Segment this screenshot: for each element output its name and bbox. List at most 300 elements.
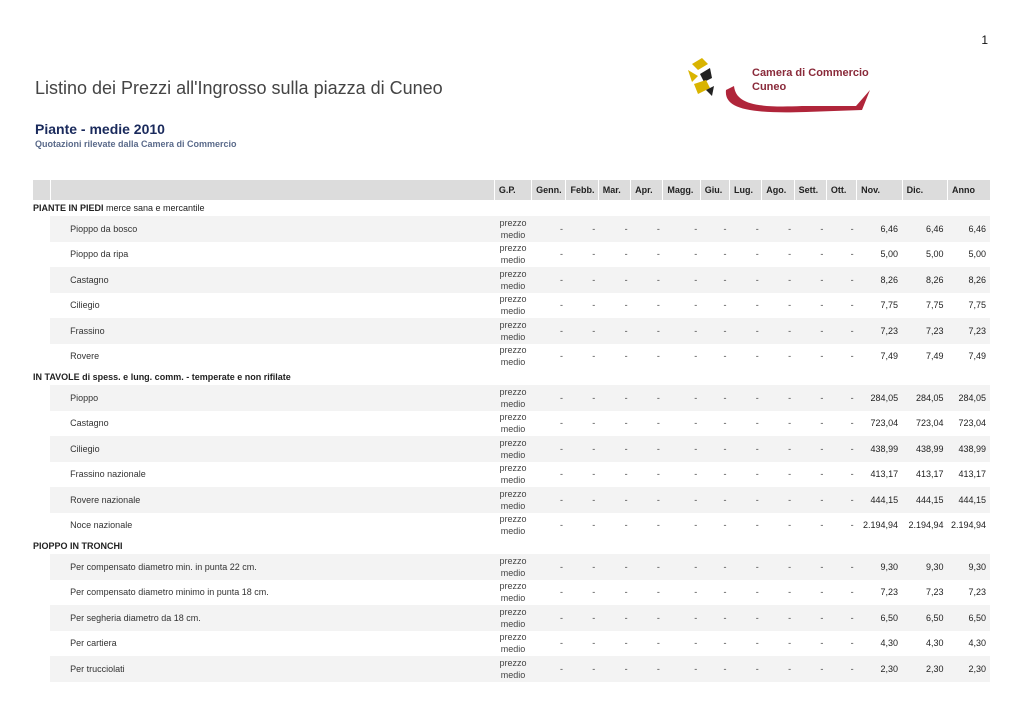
month-value: - xyxy=(631,656,663,682)
month-value: - xyxy=(694,638,698,649)
month-value: - xyxy=(559,249,563,260)
value-dic: 7,23 xyxy=(902,318,947,344)
unit-line1: prezzo xyxy=(499,463,527,474)
unit-line1: prezzo xyxy=(499,437,527,448)
header-dic: Dic. xyxy=(902,180,947,200)
section-note: merce sana e mercantile xyxy=(103,203,205,213)
month-value: - xyxy=(794,318,826,344)
month-value: - xyxy=(700,605,729,631)
unit-line1: prezzo xyxy=(499,488,527,499)
month-value: - xyxy=(729,267,761,293)
month-value: - xyxy=(566,436,598,462)
header-gp: G.P. xyxy=(494,180,531,200)
month-value: - xyxy=(826,318,856,344)
section-title-text: PIANTE IN PIEDI xyxy=(33,203,104,213)
month-value: - xyxy=(532,267,566,293)
section-header-row xyxy=(33,200,990,216)
month-value: - xyxy=(755,249,759,260)
month-value: - xyxy=(694,469,698,480)
value-anno: 7,49 xyxy=(968,351,986,362)
unit-line1: prezzo xyxy=(499,412,527,423)
row-indent xyxy=(33,513,50,539)
month-value: - xyxy=(624,351,628,362)
month-value: - xyxy=(598,487,630,513)
month-value: - xyxy=(826,216,856,242)
page-number: 1 xyxy=(981,33,988,47)
month-value: - xyxy=(755,638,759,649)
month-value: - xyxy=(762,216,794,242)
month-value: - xyxy=(624,638,628,649)
value-dic: 284,05 xyxy=(902,385,947,411)
table-row xyxy=(33,631,990,657)
value-dic: 8,26 xyxy=(902,267,947,293)
table-row xyxy=(33,487,990,513)
month-value: - xyxy=(826,385,856,411)
row-indent xyxy=(33,487,50,513)
month-value: - xyxy=(694,418,698,429)
value-nov: 413,17 xyxy=(870,469,899,480)
table-body xyxy=(33,200,990,682)
value-anno: 7,23 xyxy=(968,587,986,598)
month-value: - xyxy=(566,267,598,293)
month-value: - xyxy=(794,267,826,293)
header-ott: Ott. xyxy=(826,180,856,200)
item-name: Pioppo da ripa xyxy=(70,249,129,260)
table-header-row xyxy=(33,180,990,200)
unit-line1: prezzo xyxy=(499,243,527,254)
header-giu: Giu. xyxy=(700,180,729,200)
row-indent xyxy=(33,344,50,370)
unit-cell xyxy=(494,487,531,513)
month-value: - xyxy=(788,520,792,531)
value-nov: 9,30 xyxy=(857,554,902,580)
month-value: - xyxy=(723,300,727,311)
month-value: - xyxy=(656,587,660,598)
month-value: - xyxy=(592,587,596,598)
month-value: - xyxy=(631,605,663,631)
unit-line1: prezzo xyxy=(499,657,527,668)
month-value: - xyxy=(656,249,660,260)
value-nov: 4,30 xyxy=(880,638,899,649)
price-table xyxy=(33,180,990,682)
month-value: - xyxy=(559,638,563,649)
month-value: - xyxy=(794,605,826,631)
value-anno: 2,30 xyxy=(948,656,991,682)
month-value: - xyxy=(566,216,598,242)
section-title xyxy=(33,538,990,554)
value-dic: 2.194,94 xyxy=(908,520,944,531)
page-caption: Quotazioni rilevate dalla Camera di Commercio xyxy=(35,139,237,149)
header-blank-2 xyxy=(50,180,494,200)
month-value: - xyxy=(624,520,628,531)
month-value: - xyxy=(826,656,856,682)
value-anno: 8,26 xyxy=(948,267,991,293)
month-value: - xyxy=(826,487,856,513)
value-nov: 5,00 xyxy=(880,249,899,260)
unit-line2: medio xyxy=(500,280,526,291)
row-indent xyxy=(33,436,50,462)
month-value: - xyxy=(755,351,759,362)
month-value: - xyxy=(532,436,566,462)
unit-line2: medio xyxy=(500,306,526,317)
value-dic: 9,30 xyxy=(902,554,947,580)
unit-line2: medio xyxy=(500,618,526,629)
month-value: - xyxy=(532,385,566,411)
month-value: - xyxy=(723,418,727,429)
value-anno: 7,23 xyxy=(948,318,991,344)
item-name: Pioppo da bosco xyxy=(50,216,494,242)
month-value: - xyxy=(729,487,761,513)
value-dic: 2,30 xyxy=(902,656,947,682)
unit-cell xyxy=(494,242,531,268)
header-nov: Nov. xyxy=(857,180,902,200)
unit-line2: medio xyxy=(500,593,526,604)
row-indent xyxy=(33,411,50,437)
unit-line2: medio xyxy=(500,644,526,655)
item-name: Noce nazionale xyxy=(70,520,133,531)
month-value: - xyxy=(532,487,566,513)
value-anno: 9,30 xyxy=(948,554,991,580)
row-indent xyxy=(33,580,50,606)
month-value: - xyxy=(631,436,663,462)
unit-line2: medio xyxy=(500,475,526,486)
table-row xyxy=(33,411,990,437)
month-value: - xyxy=(624,469,628,480)
month-value: - xyxy=(762,385,794,411)
table-row xyxy=(33,605,990,631)
item-name: Pioppo xyxy=(50,385,494,411)
month-value: - xyxy=(559,418,563,429)
month-value: - xyxy=(788,587,792,598)
value-anno: 444,15 xyxy=(948,487,991,513)
month-value: - xyxy=(598,318,630,344)
month-value: - xyxy=(663,216,700,242)
unit-line2: medio xyxy=(500,255,526,266)
value-nov: 7,49 xyxy=(880,351,899,362)
unit-line2: medio xyxy=(500,526,526,537)
logo-line1: Camera di Commercio xyxy=(752,67,869,79)
month-value: - xyxy=(592,520,596,531)
item-name: Frassino nazionale xyxy=(70,469,146,480)
month-value: - xyxy=(723,351,727,362)
month-value: - xyxy=(729,656,761,682)
value-anno: 7,75 xyxy=(968,300,986,311)
unit-line1: prezzo xyxy=(499,386,527,397)
page-title: Listino dei Prezzi all'Ingrosso sulla piazza di Cuneo xyxy=(35,78,443,98)
value-dic: 7,49 xyxy=(925,351,944,362)
header-apr: Apr. xyxy=(631,180,663,200)
unit-line2: medio xyxy=(500,567,526,578)
month-value: - xyxy=(694,587,698,598)
value-anno: 6,50 xyxy=(948,605,991,631)
month-value: - xyxy=(624,249,628,260)
header-anno: Anno xyxy=(948,180,991,200)
unit-cell xyxy=(494,580,531,606)
month-value: - xyxy=(850,520,854,531)
unit-cell xyxy=(494,385,531,411)
table-row xyxy=(33,242,990,268)
section-title xyxy=(33,200,990,216)
month-value: - xyxy=(723,638,727,649)
month-value: - xyxy=(794,216,826,242)
unit-line2: medio xyxy=(500,357,526,368)
month-value: - xyxy=(762,436,794,462)
value-dic: 413,17 xyxy=(915,469,944,480)
value-anno: 438,99 xyxy=(948,436,991,462)
table-row xyxy=(33,267,990,293)
month-value: - xyxy=(656,351,660,362)
month-value: - xyxy=(631,267,663,293)
value-anno: 5,00 xyxy=(968,249,986,260)
value-nov: 2.194,94 xyxy=(863,520,899,531)
month-value: - xyxy=(631,554,663,580)
row-indent xyxy=(33,656,50,682)
item-name: Rovere xyxy=(70,351,100,362)
unit-line1: prezzo xyxy=(499,555,527,566)
month-value: - xyxy=(663,656,700,682)
unit-line1: prezzo xyxy=(499,345,527,356)
month-value: - xyxy=(532,318,566,344)
item-name: Ciliegio xyxy=(50,436,494,462)
unit-line1: prezzo xyxy=(499,632,527,643)
header-sett: Sett. xyxy=(794,180,826,200)
month-value: - xyxy=(755,418,759,429)
row-indent xyxy=(33,385,50,411)
month-value: - xyxy=(631,487,663,513)
month-value: - xyxy=(826,436,856,462)
month-value: - xyxy=(762,318,794,344)
table-row xyxy=(33,580,990,606)
unit-line2: medio xyxy=(500,398,526,409)
month-value: - xyxy=(598,656,630,682)
month-value: - xyxy=(794,554,826,580)
month-value: - xyxy=(566,656,598,682)
section-header-row xyxy=(33,369,990,385)
value-dic: 4,30 xyxy=(925,638,944,649)
month-value: - xyxy=(566,554,598,580)
month-value: - xyxy=(755,300,759,311)
unit-line2: medio xyxy=(500,229,526,240)
month-value: - xyxy=(723,520,727,531)
value-dic: 6,50 xyxy=(902,605,947,631)
month-value: - xyxy=(624,300,628,311)
month-value: - xyxy=(592,638,596,649)
table-row xyxy=(33,385,990,411)
unit-line1: prezzo xyxy=(499,581,527,592)
value-anno: 284,05 xyxy=(948,385,991,411)
row-indent xyxy=(33,242,50,268)
section-title-text: IN TAVOLE di spess. e lung. comm. - temperate e non rifilate xyxy=(33,372,291,382)
table-row xyxy=(33,513,990,539)
header-febb: Febb. xyxy=(566,180,598,200)
month-value: - xyxy=(559,351,563,362)
month-value: - xyxy=(559,469,563,480)
value-dic: 5,00 xyxy=(925,249,944,260)
month-value: - xyxy=(631,385,663,411)
value-dic: 7,23 xyxy=(925,587,944,598)
month-value: - xyxy=(700,267,729,293)
month-value: - xyxy=(850,351,854,362)
month-value: - xyxy=(820,418,824,429)
month-value: - xyxy=(631,216,663,242)
month-value: - xyxy=(820,469,824,480)
header-blank-1 xyxy=(33,180,50,200)
value-dic: 723,04 xyxy=(915,418,944,429)
month-value: - xyxy=(631,318,663,344)
month-value: - xyxy=(762,656,794,682)
item-name: Ciliegio xyxy=(70,300,100,311)
table-row xyxy=(33,318,990,344)
table-row xyxy=(33,462,990,488)
month-value: - xyxy=(794,487,826,513)
value-dic: 438,99 xyxy=(902,436,947,462)
month-value: - xyxy=(826,605,856,631)
month-value: - xyxy=(663,487,700,513)
table-row xyxy=(33,344,990,370)
value-nov: 6,46 xyxy=(857,216,902,242)
month-value: - xyxy=(598,436,630,462)
month-value: - xyxy=(820,249,824,260)
unit-line1: prezzo xyxy=(499,217,527,228)
month-value: - xyxy=(700,487,729,513)
table-row xyxy=(33,656,990,682)
item-name: Per compensato diametro min. in punta 22 cm. xyxy=(50,554,494,580)
header-genn: Genn. xyxy=(532,180,566,200)
month-value: - xyxy=(723,469,727,480)
month-value: - xyxy=(788,351,792,362)
month-value: - xyxy=(598,554,630,580)
unit-cell xyxy=(494,318,531,344)
month-value: - xyxy=(729,385,761,411)
month-value: - xyxy=(656,300,660,311)
item-name: Per compensato diametro minimo in punta 18 cm. xyxy=(70,587,269,598)
value-dic: 6,46 xyxy=(902,216,947,242)
section-title xyxy=(33,369,990,385)
month-value: - xyxy=(700,216,729,242)
month-value: - xyxy=(826,554,856,580)
table-row xyxy=(33,216,990,242)
month-value: - xyxy=(663,267,700,293)
month-value: - xyxy=(566,487,598,513)
value-nov: 7,75 xyxy=(880,300,899,311)
month-value: - xyxy=(598,385,630,411)
month-value: - xyxy=(656,638,660,649)
header-ago: Ago. xyxy=(762,180,794,200)
month-value: - xyxy=(532,656,566,682)
unit-line2: medio xyxy=(500,424,526,435)
header-magg: Magg. xyxy=(663,180,700,200)
month-value: - xyxy=(820,300,824,311)
month-value: - xyxy=(794,656,826,682)
month-value: - xyxy=(788,300,792,311)
item-name: Per trucciolati xyxy=(50,656,494,682)
month-value: - xyxy=(663,385,700,411)
month-value: - xyxy=(663,318,700,344)
table-row xyxy=(33,436,990,462)
table-row xyxy=(33,554,990,580)
month-value: - xyxy=(826,267,856,293)
month-value: - xyxy=(663,554,700,580)
value-nov: 438,99 xyxy=(857,436,902,462)
row-indent xyxy=(33,293,50,319)
value-nov: 723,04 xyxy=(870,418,899,429)
month-value: - xyxy=(559,300,563,311)
month-value: - xyxy=(663,436,700,462)
unit-cell xyxy=(494,436,531,462)
unit-line2: medio xyxy=(500,669,526,680)
month-value: - xyxy=(820,638,824,649)
month-value: - xyxy=(566,318,598,344)
item-name: Per cartiera xyxy=(70,638,117,649)
unit-cell xyxy=(494,631,531,657)
month-value: - xyxy=(694,351,698,362)
month-value: - xyxy=(850,638,854,649)
unit-cell xyxy=(494,411,531,437)
month-value: - xyxy=(598,216,630,242)
month-value: - xyxy=(598,267,630,293)
month-value: - xyxy=(820,351,824,362)
unit-line1: prezzo xyxy=(499,268,527,279)
month-value: - xyxy=(729,605,761,631)
month-value: - xyxy=(700,385,729,411)
month-value: - xyxy=(762,605,794,631)
value-anno: 6,46 xyxy=(948,216,991,242)
header-lug: Lug. xyxy=(729,180,761,200)
month-value: - xyxy=(566,605,598,631)
header-mar: Mar. xyxy=(598,180,630,200)
row-indent xyxy=(33,318,50,344)
month-value: - xyxy=(532,216,566,242)
month-value: - xyxy=(700,554,729,580)
value-dic: 7,75 xyxy=(925,300,944,311)
month-value: - xyxy=(700,436,729,462)
unit-line2: medio xyxy=(500,331,526,342)
unit-line2: medio xyxy=(500,500,526,511)
month-value: - xyxy=(598,605,630,631)
item-name: Castagno xyxy=(50,267,494,293)
value-nov: 2,30 xyxy=(857,656,902,682)
month-value: - xyxy=(624,587,628,598)
unit-line1: prezzo xyxy=(499,514,527,525)
month-value: - xyxy=(700,656,729,682)
month-value: - xyxy=(532,605,566,631)
month-value: - xyxy=(788,418,792,429)
unit-cell xyxy=(494,605,531,631)
row-indent xyxy=(33,267,50,293)
unit-line1: prezzo xyxy=(499,294,527,305)
month-value: - xyxy=(656,418,660,429)
section-title-text: PIOPPO IN TRONCHI xyxy=(33,541,123,551)
month-value: - xyxy=(656,520,660,531)
value-nov: 284,05 xyxy=(857,385,902,411)
month-value: - xyxy=(762,487,794,513)
unit-line1: prezzo xyxy=(499,319,527,330)
month-value: - xyxy=(788,638,792,649)
month-value: - xyxy=(788,249,792,260)
unit-cell xyxy=(494,344,531,370)
value-nov: 6,50 xyxy=(857,605,902,631)
month-value: - xyxy=(850,469,854,480)
month-value: - xyxy=(762,267,794,293)
unit-cell xyxy=(494,293,531,319)
month-value: - xyxy=(729,318,761,344)
month-value: - xyxy=(532,554,566,580)
month-value: - xyxy=(729,554,761,580)
month-value: - xyxy=(850,587,854,598)
month-value: - xyxy=(592,469,596,480)
unit-cell xyxy=(494,513,531,539)
month-value: - xyxy=(820,520,824,531)
